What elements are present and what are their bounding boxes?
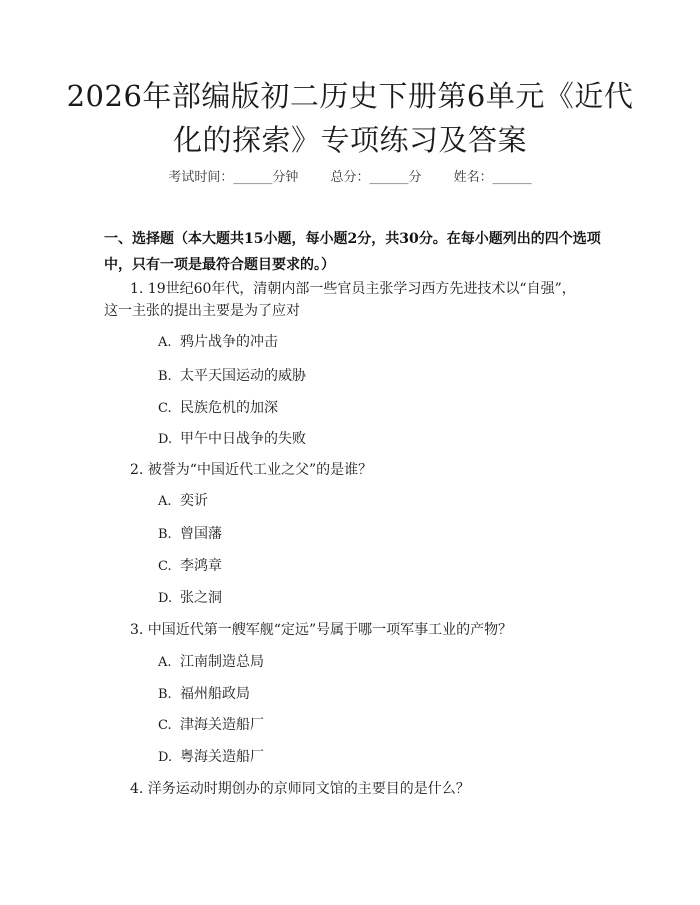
question-3	[104, 619, 596, 641]
q3-option-a	[158, 652, 264, 673]
option-text: 粤海关造船厂	[180, 749, 264, 765]
q3-option-c	[158, 715, 264, 736]
option-letter: B.	[158, 687, 172, 702]
question-4	[104, 778, 596, 800]
title-line-2: 化的探索》专项练习及答案	[172, 123, 527, 157]
option-letter: A.	[158, 655, 172, 670]
option-letter: C.	[158, 718, 172, 733]
option-text: 福州船政局	[180, 686, 250, 702]
question-1-line-2: 这一主张的提出主要是为了应对	[104, 303, 300, 319]
option-letter: D.	[158, 432, 173, 447]
q1-option-a	[158, 332, 278, 353]
title-line-1: 2026年部编版初二历史下册第6单元《近代	[66, 79, 634, 113]
student-name: 姓名：______	[453, 170, 532, 185]
total-score: 总分：______分	[330, 170, 422, 185]
option-text: 张之洞	[180, 590, 222, 606]
option-text: 民族危机的加深	[180, 400, 278, 416]
option-letter: A.	[158, 494, 172, 509]
option-text: 甲午中日战争的失败	[180, 431, 306, 447]
question-1-line-1: 1. 19世纪60年代，清朝内部一些官员主张学习西方先进技术以“自强”，	[130, 281, 576, 297]
question-4-line-1: 4. 洋务运动时期创办的京师同文馆的主要目的是什么？	[130, 781, 470, 797]
option-letter: A.	[158, 335, 172, 350]
q2-option-b	[158, 524, 222, 545]
option-text: 太平天国运动的威胁	[180, 368, 306, 384]
question-2-line-1: 2. 被誉为“中国近代工业之父”的是谁？	[130, 462, 373, 478]
option-text: 奕䜣	[180, 493, 208, 509]
q2-option-c	[158, 556, 222, 577]
q2-option-d	[158, 588, 222, 609]
option-letter: B.	[158, 527, 172, 542]
q1-option-c	[158, 398, 278, 419]
question-2	[104, 459, 596, 481]
q2-option-a	[158, 491, 208, 512]
q3-option-d	[158, 747, 264, 768]
exam-time: 考试时间：______分钟	[168, 170, 299, 185]
option-text: 津海关造船厂	[180, 717, 264, 733]
option-text: 鸦片战争的冲击	[180, 334, 278, 350]
option-letter: D.	[158, 750, 173, 765]
question-1	[104, 278, 596, 322]
q1-option-b	[158, 366, 306, 387]
option-text: 江南制造总局	[180, 654, 264, 670]
question-3-line-1: 3. 中国近代第一艘军舰“定远”号属于哪一项军事工业的产物？	[130, 622, 513, 638]
page-title	[60, 74, 640, 162]
option-letter: C.	[158, 559, 172, 574]
option-text: 李鸿章	[180, 558, 222, 574]
option-text: 曾国藩	[180, 526, 222, 542]
exam-meta	[0, 166, 700, 185]
option-letter: C.	[158, 401, 172, 416]
q3-option-b	[158, 684, 250, 705]
option-letter: B.	[158, 369, 172, 384]
q1-option-d	[158, 429, 306, 450]
section-heading: 一、选择题（本大题共15小题，每小题2分，共30分。在每小题列出的四个选项中，只有一项是最符合题目要求的。）	[104, 231, 601, 273]
option-letter: D.	[158, 591, 173, 606]
